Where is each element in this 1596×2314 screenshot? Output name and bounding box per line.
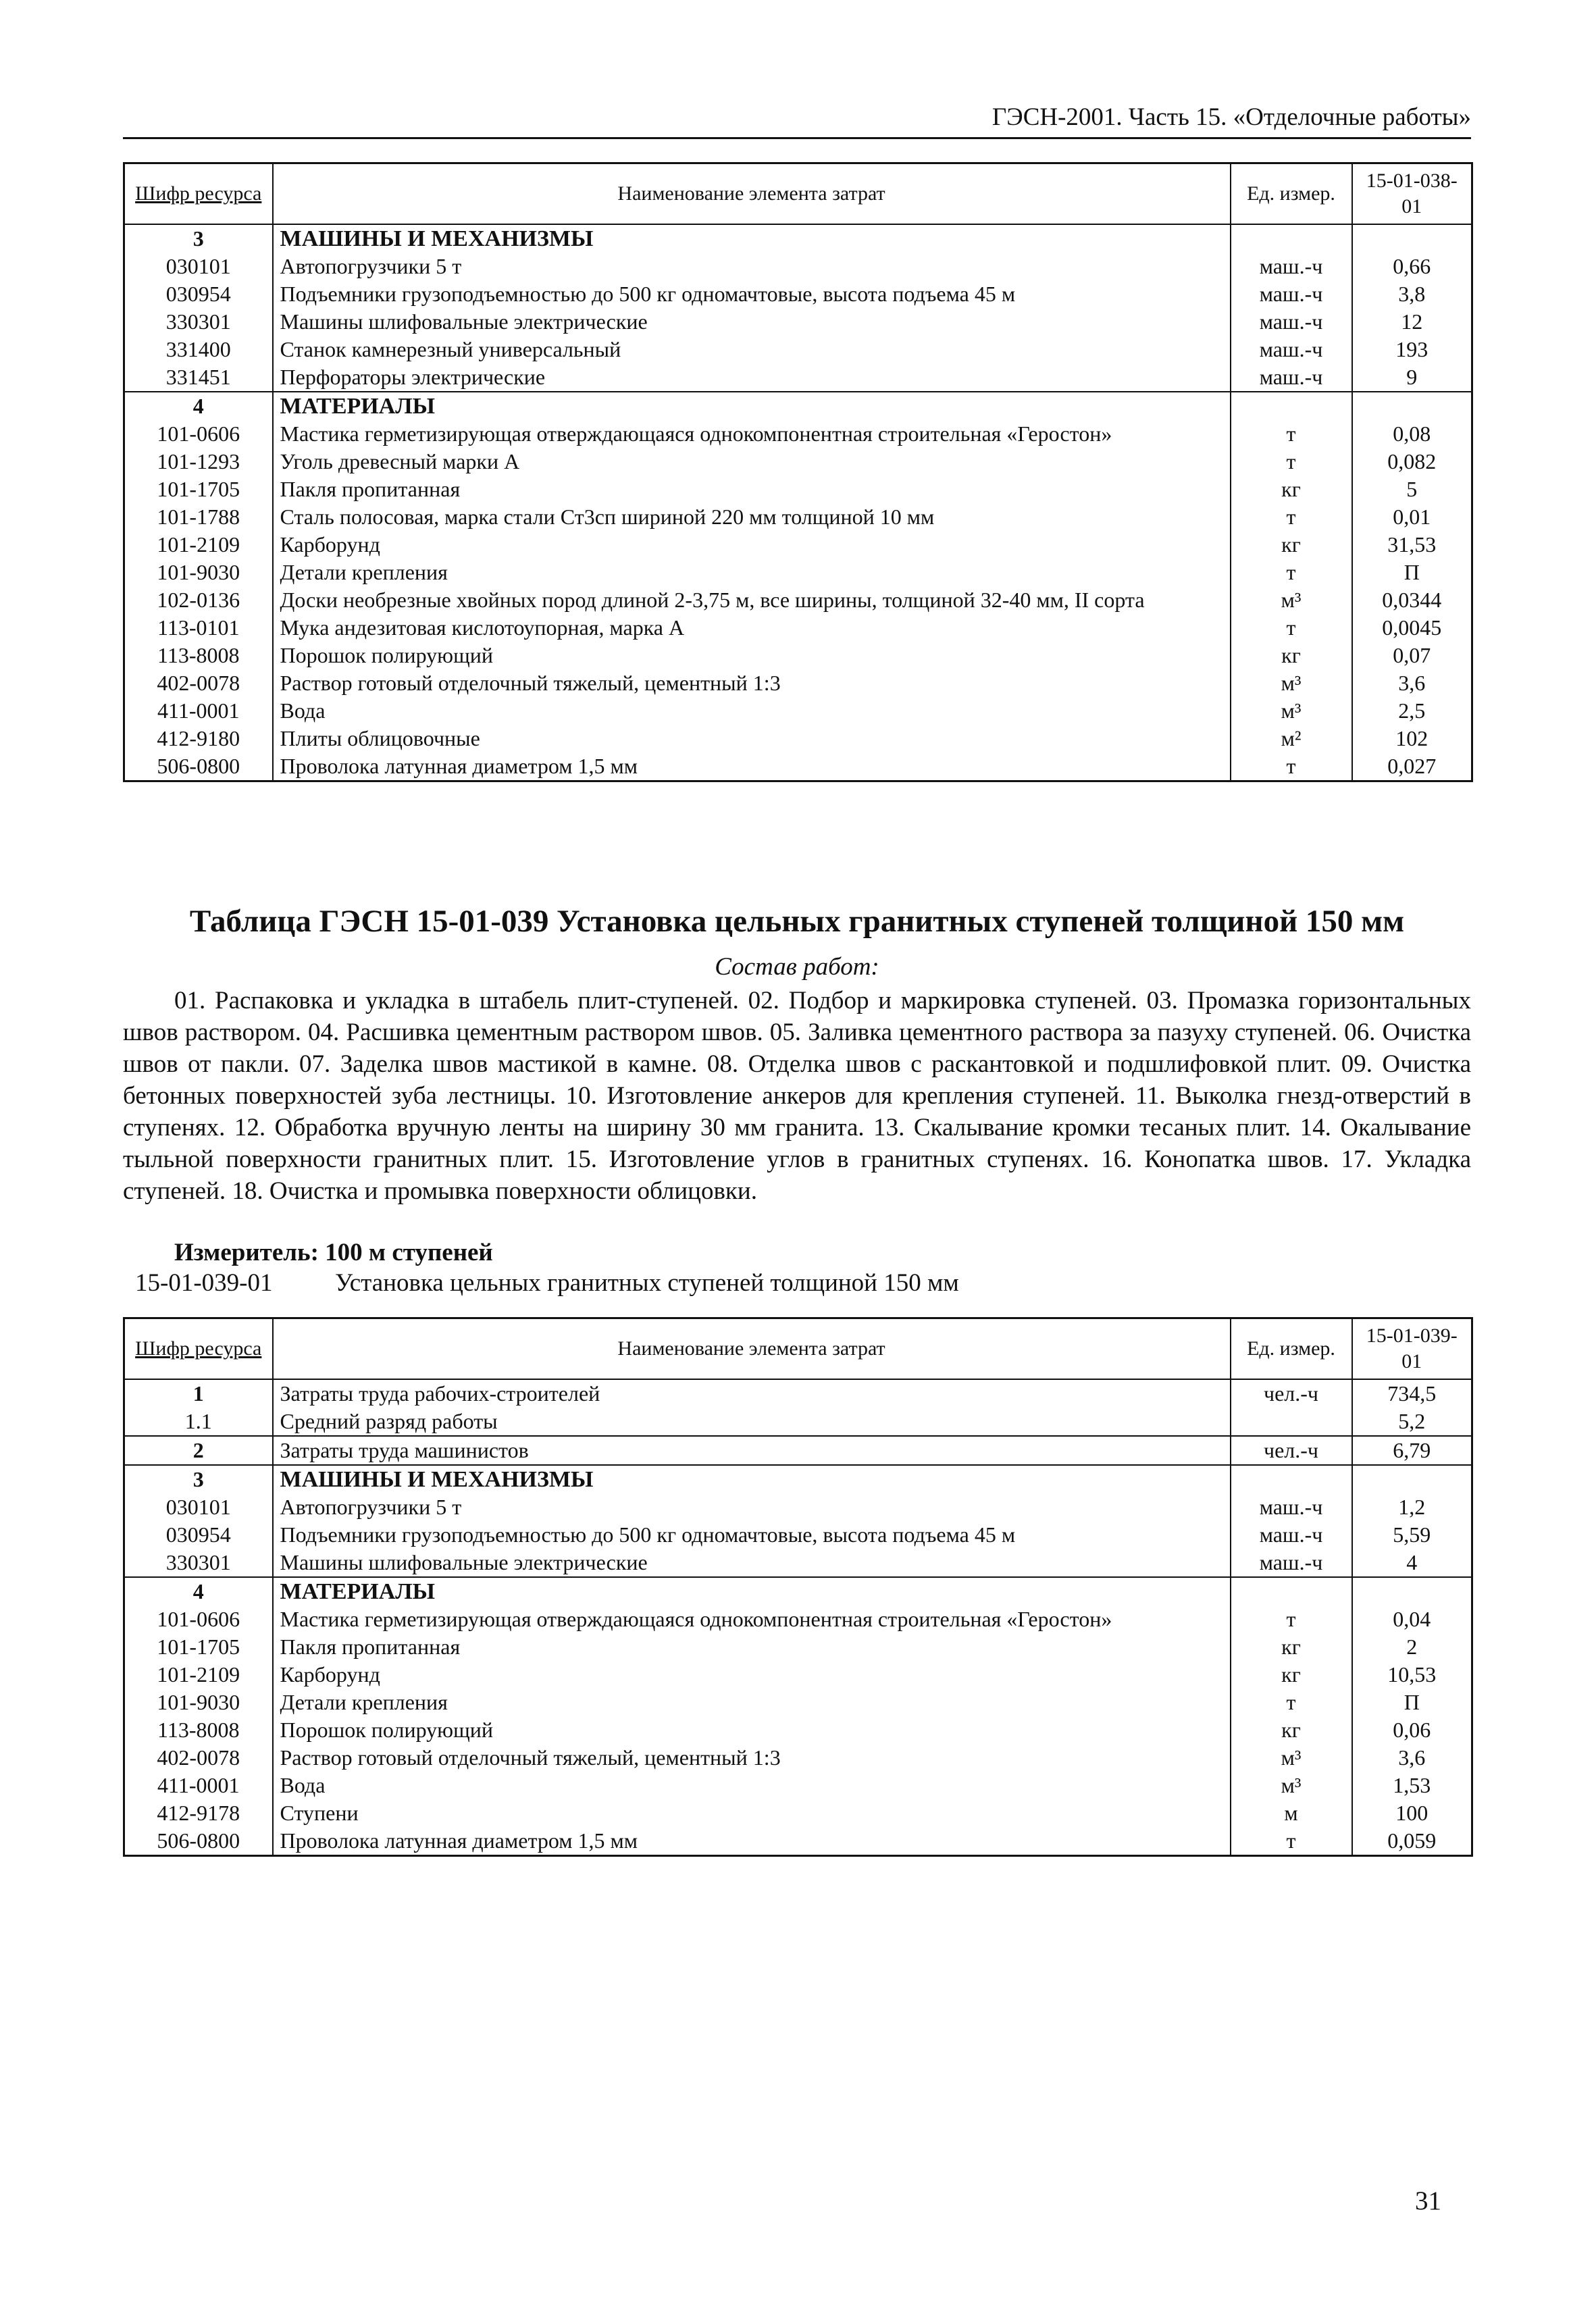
cell-unit: т — [1231, 1605, 1352, 1633]
cell-name: Уголь древесный марки А — [273, 448, 1231, 475]
cell-name: МАТЕРИАЛЫ — [273, 392, 1231, 420]
cell-name: Подъемники грузоподъемностью до 500 кг одномачтовые, высота подъема 45 м — [273, 1521, 1231, 1549]
cell-name: Раствор готовый отделочный тяжелый, цементный 1:3 — [273, 669, 1231, 697]
cell-name: Затраты труда рабочих-строителей — [273, 1379, 1231, 1408]
cell-code: 101-1788 — [124, 503, 273, 531]
table-row — [124, 280, 1472, 308]
table-row — [124, 1549, 1472, 1577]
cell-value: 4 — [1352, 1549, 1472, 1577]
cell-code: 4 — [124, 1577, 273, 1605]
table-row — [124, 1436, 1472, 1465]
cell-code: 101-9030 — [124, 559, 273, 586]
cell-code: 030954 — [124, 1521, 273, 1549]
cell-value: 12 — [1352, 308, 1472, 336]
table-row — [124, 503, 1472, 531]
running-header: ГЭСН-2001. Часть 15. «Отделочные работы» — [123, 103, 1471, 139]
cell-value: 0,059 — [1352, 1827, 1472, 1856]
cell-code: 412-9178 — [124, 1799, 273, 1827]
cell-code: 1.1 — [124, 1408, 273, 1436]
header-name: Наименование элемента затрат — [273, 163, 1231, 225]
cell-code: 506-0800 — [124, 752, 273, 781]
cell-unit: кг — [1231, 1633, 1352, 1661]
table-row — [124, 1827, 1472, 1856]
cell-name: Мастика герметизирующая отверждающаяся однокомпонентная строительная «Геростон» — [273, 1605, 1231, 1633]
cell-value: 0,08 — [1352, 420, 1472, 448]
cell-code: 030101 — [124, 253, 273, 280]
cell-unit: т — [1231, 752, 1352, 781]
table-row — [124, 586, 1472, 614]
cell-unit: м³ — [1231, 697, 1352, 725]
cell-value: 31,53 — [1352, 531, 1472, 559]
cell-value — [1352, 1465, 1472, 1493]
cell-unit: т — [1231, 1827, 1352, 1856]
cell-unit: кг — [1231, 1661, 1352, 1689]
cell-name: МАШИНЫ И МЕХАНИЗМЫ — [273, 224, 1231, 253]
cell-name: Доски необрезные хвойных пород длиной 2-3,75 м, все ширины, толщиной 32-40 мм, II сорта — [273, 586, 1231, 614]
cell-unit: маш.-ч — [1231, 253, 1352, 280]
cell-value: 5,59 — [1352, 1521, 1472, 1549]
table-row — [124, 336, 1472, 363]
header-code: Шифр ресурса — [124, 163, 273, 225]
cell-value: 0,082 — [1352, 448, 1472, 475]
cell-value: 5 — [1352, 475, 1472, 503]
composition-label: Состав работ: — [715, 953, 879, 981]
table-row — [124, 253, 1472, 280]
resource-table-038 — [123, 162, 1473, 782]
cell-value: 1,2 — [1352, 1493, 1472, 1521]
cell-value: 0,66 — [1352, 253, 1472, 280]
table-row — [124, 420, 1472, 448]
header-unit: Ед. измер. — [1231, 1318, 1352, 1380]
cell-name: Порошок полирующий — [273, 642, 1231, 669]
cell-unit — [1231, 1577, 1352, 1605]
cell-code: 101-2109 — [124, 1661, 273, 1689]
table-row — [124, 448, 1472, 475]
cell-value: 0,07 — [1352, 642, 1472, 669]
page-number: 31 — [1415, 2186, 1441, 2215]
cell-code: 3 — [124, 224, 273, 253]
section-row — [124, 1465, 1472, 1493]
cell-value: 3,6 — [1352, 1744, 1472, 1772]
cell-unit: т — [1231, 559, 1352, 586]
cell-name: МАШИНЫ И МЕХАНИЗМЫ — [273, 1465, 1231, 1493]
cell-name: Вода — [273, 697, 1231, 725]
cell-value: П — [1352, 1689, 1472, 1716]
table-row — [124, 752, 1472, 781]
table-row — [124, 531, 1472, 559]
cell-unit: м³ — [1231, 1772, 1352, 1799]
cell-name: Вода — [273, 1772, 1231, 1799]
cell-name: Карборунд — [273, 531, 1231, 559]
cell-name: Детали крепления — [273, 1689, 1231, 1716]
table-row — [124, 1408, 1472, 1436]
cell-name: Мука андезитовая кислотоупорная, марка А — [273, 614, 1231, 642]
cell-unit: м² — [1231, 725, 1352, 752]
cell-name: Затраты труда машинистов — [273, 1436, 1231, 1465]
table-row — [124, 614, 1472, 642]
cell-value: 0,0045 — [1352, 614, 1472, 642]
cell-value: 3,8 — [1352, 280, 1472, 308]
cell-name: Проволока латунная диаметром 1,5 мм — [273, 752, 1231, 781]
cell-unit: м — [1231, 1799, 1352, 1827]
cell-value: 0,027 — [1352, 752, 1472, 781]
cell-unit: м³ — [1231, 586, 1352, 614]
cell-value: 6,79 — [1352, 1436, 1472, 1465]
cell-value: 0,0344 — [1352, 586, 1472, 614]
cell-unit: т — [1231, 1689, 1352, 1716]
table-row — [124, 1689, 1472, 1716]
cell-unit: маш.-ч — [1231, 1493, 1352, 1521]
table-header-row — [124, 1318, 1472, 1380]
cell-code: 101-1705 — [124, 475, 273, 503]
cell-code: 4 — [124, 392, 273, 420]
table-row — [124, 1744, 1472, 1772]
cell-unit: маш.-ч — [1231, 336, 1352, 363]
header-unit: Ед. измер. — [1231, 163, 1352, 225]
measure-unit: Измеритель: 100 м ступеней — [174, 1239, 493, 1266]
cell-name: Подъемники грузоподъемностью до 500 кг одномачтовые, высота подъема 45 м — [273, 280, 1231, 308]
cell-name: Машины шлифовальные электрические — [273, 1549, 1231, 1577]
table-row — [124, 642, 1472, 669]
cell-value: 0,01 — [1352, 503, 1472, 531]
cell-name: Машины шлифовальные электрические — [273, 308, 1231, 336]
cell-name: Сталь полосовая, марка стали Ст3сп шириной 220 мм толщиной 10 мм — [273, 503, 1231, 531]
cell-unit: кг — [1231, 1716, 1352, 1744]
cell-code: 101-2109 — [124, 531, 273, 559]
cell-unit: чел.-ч — [1231, 1379, 1352, 1408]
cell-value — [1352, 1577, 1472, 1605]
table-title: Таблица ГЭСН 15-01-039 Установка цельных гранитных ступеней толщиной 150 мм — [189, 904, 1405, 939]
table-row — [124, 697, 1472, 725]
norm-name: Установка цельных гранитных ступеней толщиной 150 мм — [335, 1269, 959, 1297]
cell-code: 102-0136 — [124, 586, 273, 614]
cell-value — [1352, 392, 1472, 420]
header-code: Шифр ресурса — [124, 1318, 273, 1380]
cell-code: 101-0606 — [124, 1605, 273, 1633]
cell-unit — [1231, 1465, 1352, 1493]
table-row — [124, 1605, 1472, 1633]
cell-value: 100 — [1352, 1799, 1472, 1827]
cell-unit: т — [1231, 503, 1352, 531]
cell-name: Карборунд — [273, 1661, 1231, 1689]
cell-code: 411-0001 — [124, 1772, 273, 1799]
cell-value: 2 — [1352, 1633, 1472, 1661]
cell-name: Плиты облицовочные — [273, 725, 1231, 752]
cell-value: 0,06 — [1352, 1716, 1472, 1744]
cell-value: 9 — [1352, 363, 1472, 392]
cell-code: 101-0606 — [124, 420, 273, 448]
header-name: Наименование элемента затрат — [273, 1318, 1231, 1380]
table-row — [124, 363, 1472, 392]
cell-value: 193 — [1352, 336, 1472, 363]
cell-value: 102 — [1352, 725, 1472, 752]
table-row — [124, 308, 1472, 336]
cell-unit — [1231, 392, 1352, 420]
cell-code: 402-0078 — [124, 669, 273, 697]
table-row — [124, 1772, 1472, 1799]
cell-unit: т — [1231, 420, 1352, 448]
cell-value — [1352, 224, 1472, 253]
cell-unit — [1231, 224, 1352, 253]
section-row — [124, 392, 1472, 420]
table-row — [124, 475, 1472, 503]
cell-code: 113-0101 — [124, 614, 273, 642]
table-row — [124, 1493, 1472, 1521]
cell-code: 3 — [124, 1465, 273, 1493]
header-value: 15-01-038-01 — [1352, 163, 1472, 225]
cell-name: Пакля пропитанная — [273, 475, 1231, 503]
cell-name: Порошок полирующий — [273, 1716, 1231, 1744]
cell-name: Раствор готовый отделочный тяжелый, цементный 1:3 — [273, 1744, 1231, 1772]
cell-name: Средний разряд работы — [273, 1408, 1231, 1436]
table-row — [124, 1716, 1472, 1744]
cell-value: П — [1352, 559, 1472, 586]
cell-name: Мастика герметизирующая отверждающаяся однокомпонентная строительная «Геростон» — [273, 420, 1231, 448]
cell-code: 411-0001 — [124, 697, 273, 725]
cell-name: Автопогрузчики 5 т — [273, 1493, 1231, 1521]
cell-name: Пакля пропитанная — [273, 1633, 1231, 1661]
cell-value: 3,6 — [1352, 669, 1472, 697]
cell-code: 402-0078 — [124, 1744, 273, 1772]
cell-unit: кг — [1231, 475, 1352, 503]
cell-code: 2 — [124, 1436, 273, 1465]
cell-unit: маш.-ч — [1231, 1549, 1352, 1577]
table-row — [124, 1799, 1472, 1827]
table-row — [124, 559, 1472, 586]
cell-unit: маш.-ч — [1231, 363, 1352, 392]
cell-value: 1,53 — [1352, 1772, 1472, 1799]
table-row — [124, 725, 1472, 752]
cell-unit: м³ — [1231, 669, 1352, 697]
cell-unit: т — [1231, 614, 1352, 642]
cell-code: 331400 — [124, 336, 273, 363]
header-value: 15-01-039-01 — [1352, 1318, 1472, 1380]
cell-value: 10,53 — [1352, 1661, 1472, 1689]
norm-code: 15-01-039-01 — [135, 1269, 273, 1297]
cell-code: 101-1705 — [124, 1633, 273, 1661]
cell-code: 030954 — [124, 280, 273, 308]
cell-name: Проволока латунная диаметром 1,5 мм — [273, 1827, 1231, 1856]
composition-text: 01. Распаковка и укладка в штабель плит-ступеней. 02. Подбор и маркировка ступеней. 03. Промазка горизонтальных швов раствором. 04. Расшивка цементным раствором швов. 05. Заливка цементного раствора за пазуху ступеней. 06. Очистка швов от пакли. 07. Заделка швов мастикой в камне. 08. Отделка швов с раскантовкой и подшлифовкой плит. 09. Очистка бетонных поверхностей зуба лестницы. 10. Изготовление анкеров для крепления ступеней. 11. Выколка гнезд-отверстий в ступенях. 12. Обработка вручную ленты на ширину 30 мм гранита. 13. Скалывание кромки тесаных плит. 14. Окалывание тыльной поверхности гранитных плит. 15. Изготовление углов в гранитных ступенях. 16. Конопатка швов. 17. Укладка ступеней. 18. Очистка и промывка поверхности облицовки. — [123, 987, 1471, 1205]
cell-unit: т — [1231, 448, 1352, 475]
cell-code: 330301 — [124, 1549, 273, 1577]
cell-name: Ступени — [273, 1799, 1231, 1827]
table-row — [124, 1521, 1472, 1549]
table-row — [124, 1661, 1472, 1689]
cell-value: 0,04 — [1352, 1605, 1472, 1633]
section-row — [124, 224, 1472, 253]
cell-code: 030101 — [124, 1493, 273, 1521]
cell-name: Станок камнерезный универсальный — [273, 336, 1231, 363]
cell-code: 101-9030 — [124, 1689, 273, 1716]
cell-unit: маш.-ч — [1231, 280, 1352, 308]
cell-code: 506-0800 — [124, 1827, 273, 1856]
cell-unit: маш.-ч — [1231, 308, 1352, 336]
table-row — [124, 1633, 1472, 1661]
cell-unit: маш.-ч — [1231, 1521, 1352, 1549]
cell-name: Автопогрузчики 5 т — [273, 253, 1231, 280]
cell-code: 113-8008 — [124, 1716, 273, 1744]
table-header-row — [124, 163, 1472, 225]
cell-name: Детали крепления — [273, 559, 1231, 586]
cell-name: МАТЕРИАЛЫ — [273, 1577, 1231, 1605]
table-row — [124, 1379, 1472, 1408]
cell-value: 2,5 — [1352, 697, 1472, 725]
cell-unit: чел.-ч — [1231, 1436, 1352, 1465]
cell-unit: кг — [1231, 642, 1352, 669]
cell-unit: кг — [1231, 531, 1352, 559]
table-row — [124, 669, 1472, 697]
resource-table-039 — [123, 1317, 1473, 1857]
cell-unit — [1231, 1408, 1352, 1436]
cell-code: 331451 — [124, 363, 273, 392]
cell-unit: м³ — [1231, 1744, 1352, 1772]
section-row — [124, 1577, 1472, 1605]
cell-code: 330301 — [124, 308, 273, 336]
cell-code: 113-8008 — [124, 642, 273, 669]
cell-code: 412-9180 — [124, 725, 273, 752]
cell-name: Перфораторы электрические — [273, 363, 1231, 392]
cell-value: 5,2 — [1352, 1408, 1472, 1436]
cell-code: 101-1293 — [124, 448, 273, 475]
cell-code: 1 — [124, 1379, 273, 1408]
cell-value: 734,5 — [1352, 1379, 1472, 1408]
